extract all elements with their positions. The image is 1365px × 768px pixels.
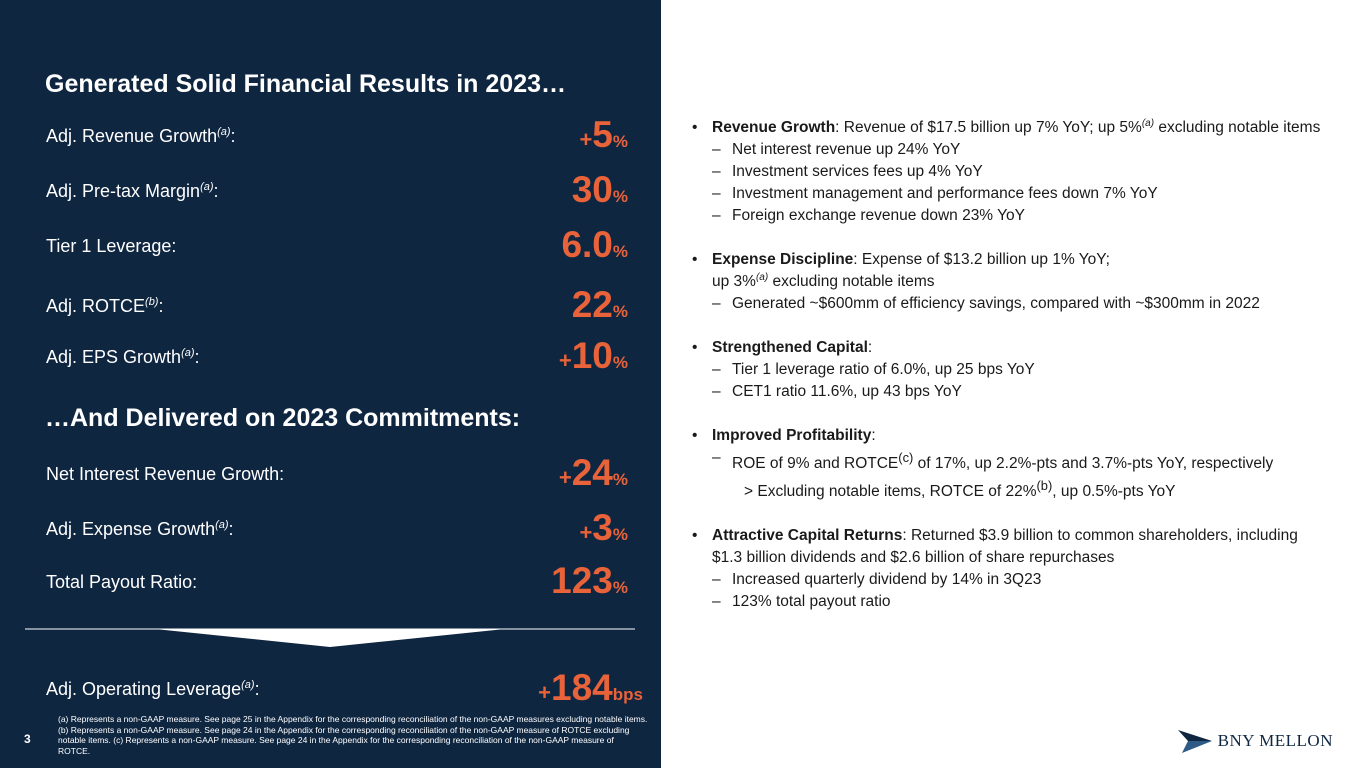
logo-text: BNY MELLON [1217,731,1333,750]
total-payout-ratio-value: 123% [551,560,628,601]
bullet-panel [692,117,1332,613]
adj-pretax-margin-value: 30% [571,169,628,210]
sub-bullet: – Investment management and performance fees down 7% YoY [712,185,1158,202]
bullet-capital-returns: • Attractive Capital Returns: Returned $3.9 billion to common shareholders, including $1.3 billion dividends and $2.6 billion of share repurchases [692,527,1298,567]
footnote: (a) Represents a non-GAAP measure. See page 25 in the Appendix for the corresponding reconciliation of the non-GAAP measures excluding notable items. (b) Represents a non-GAAP measure. See page 24 in the Appendix for the corresponding reconciliation of the non-GAAP measure of ROTCE excluding notable items. (c) Represents a non-GAAP measure. See page 24 in the Appendix for the corresponding reconciliation of the non-GAAP measure of ROTCE. [58,714,648,756]
adj-expense-growth-label: Adj. Expense Growth$^{(a)}$: [46,519,234,539]
adj-operating-leverage-value: +184bps [538,667,643,708]
heading-financial-results: Generated Solid Financial Results in 2023… [45,70,566,98]
left-panel [0,0,661,768]
net-interest-revenue-growth-label: Net Interest Revenue Growth: [46,464,285,484]
tier1-leverage-label: Tier 1 Leverage: [46,236,177,256]
sub-bullet: – Tier 1 leverage ratio of 6.0%, up 25 bps YoY [712,361,1035,378]
adj-rotce-label: Adj. ROTCE$^{(b)}$: [46,296,164,316]
adj-eps-growth-label: Adj. EPS Growth$^{(a)}$: [46,347,200,367]
adj-pretax-margin-label: Adj. Pre-tax Margin$^{(a)}$: [46,181,219,201]
sub-bullet: – CET1 ratio 11.6%, up 43 bps YoY [712,383,962,400]
net-interest-revenue-growth-value: +24% [558,452,628,493]
bny-mellon-sail-icon [1178,728,1212,754]
sub-bullet: – Investment services fees up 4% YoY [712,163,983,180]
adj-revenue-growth-label: Adj. Revenue Growth$^{(a)}$: [46,126,236,146]
page-number: 3 [24,732,31,746]
tier1-leverage-value: 6.0% [561,224,628,265]
sub-bullet: – 123% total payout ratio [712,593,891,611]
bullet-expense-discipline: • Expense Discipline: Expense of $13.2 billion up 1% YoY; [692,251,1110,268]
bullet-expense-line2: up 3%$^{(a)}$ excluding notable items [712,271,935,290]
adj-operating-leverage-label: Adj. Operating Leverage$^{(a)}$: [46,679,260,699]
total-payout-ratio-label: Total Payout Ratio: [46,572,198,592]
divider-chevron [25,625,635,649]
sub-bullet: – ROE of 9% and ROTCE$^{(c)}$ of 17%, up 2.2%-pts and 3.7%-pts YoY, respectively [712,449,1274,473]
sub-bullet: – Foreign exchange revenue down 23% YoY [712,207,1025,224]
bullet-improved-profitability: • Improved Profitability: [692,427,876,444]
adj-revenue-growth-value: +5% [579,114,628,155]
heading-commitments: …And Delivered on 2023 Commitments: [45,404,521,432]
adj-eps-growth-value: +10% [558,335,628,376]
bullet-strengthened-capital: • Strengthened Capital: [692,339,873,356]
sub-bullet: – Increased quarterly dividend by 14% in 3Q23 [712,571,1042,589]
sub-bullet: – Net interest revenue up 24% YoY [712,141,961,158]
sub-bullet: – Generated ~$600mm of efficiency savings, compared with ~$300mm in 2022 [712,295,1260,312]
bny-mellon-logo [1178,728,1333,754]
adj-rotce-value: 22% [571,284,628,325]
adj-expense-growth-value: +3% [579,507,628,548]
bullet-revenue-growth: • Revenue Growth: Revenue of $17.5 billion up 7% YoY; up 5%$^{(a)}$ excluding notable items [692,117,1321,136]
sub-sub-bullet: > Excluding notable items, ROTCE of 22%$^{(b)}$, up 0.5%-pts YoY [744,478,1176,501]
